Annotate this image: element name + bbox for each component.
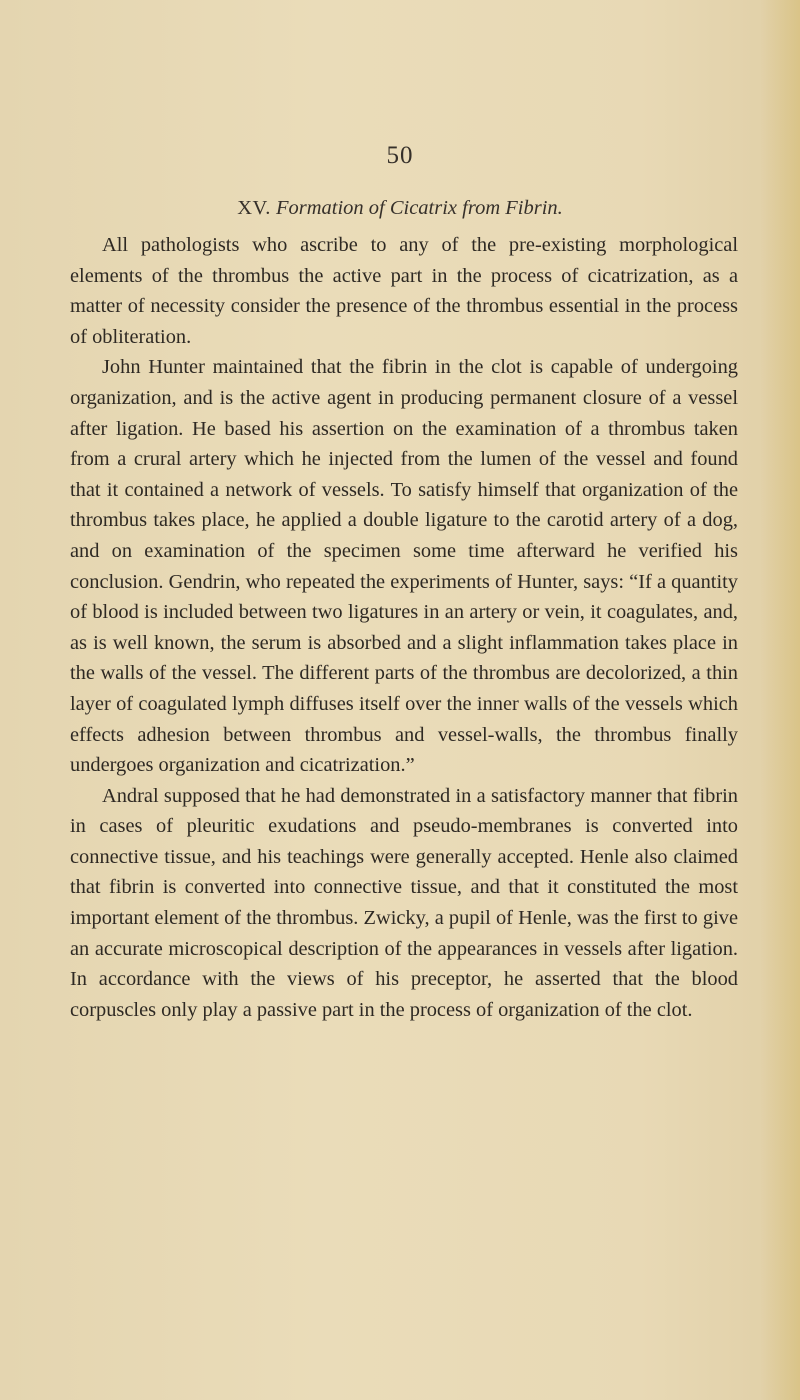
section-heading — [0, 197, 800, 220]
section-title: Formation of Cicatrix from Fibrin. — [275, 197, 563, 219]
paragraph-hunter: John Hunter maintained that the fibrin in the clot is capable of undergoing organization, and is the active agent in producing permanent closure of a vessel after ligation. He based his assertion on the examination of a thrombus taken from a crural artery which he injected from the lumen of the vessel and found that it contained a network of vessels. To satisfy himself that organization of the thrombus takes place, he applied a double ligature to the carotid artery of a dog, and on examination of the specimen some time afterward he verified his conclusion. Gendrin, who repeated the experiments of Hunter, says: “If a quantity of blood is included between two ligatures in an artery or vein, it coagulates, and, as is well known, the serum is absorbed and a slight inflammation takes place in the walls of the vessel. The different parts of the thrombus are decolorized, a thin layer of coagulated lymph diffuses itself over the inner walls of the vessels which effects adhesion between thrombus and vessel-walls, the thrombus finally undergoes organization and cicatrization.” — [70, 356, 738, 777]
paragraph-andral: Andral supposed that he had demonstrated in a satisfactory manner that fibrin in cases of pleuritic exudations and pseudo-membranes is converted into connective tissue, and his teachings were generally accepted. Henle also claimed that fibrin is converted into connective tissue, and that it constituted the most important element of the thrombus. Zwicky, a pupil of Henle, was the first to give an accurate microscopical description of the appearances in vessels after ligation. In accordance with the views of his preceptor, he asserted that the blood corpuscles only play a passive part in the process of organization of the clot. — [70, 784, 738, 1021]
body-text — [70, 230, 738, 1025]
page-number: 50 — [386, 142, 414, 169]
paragraph-intro: All pathologists who ascribe to any of the pre-existing morphological elements of the thrombus the active part in the process of cicatrization, as a matter of necessity consider the presence of the thrombus essential in the process of obliteration. — [70, 234, 738, 348]
section-numeral: XV. — [237, 197, 271, 219]
